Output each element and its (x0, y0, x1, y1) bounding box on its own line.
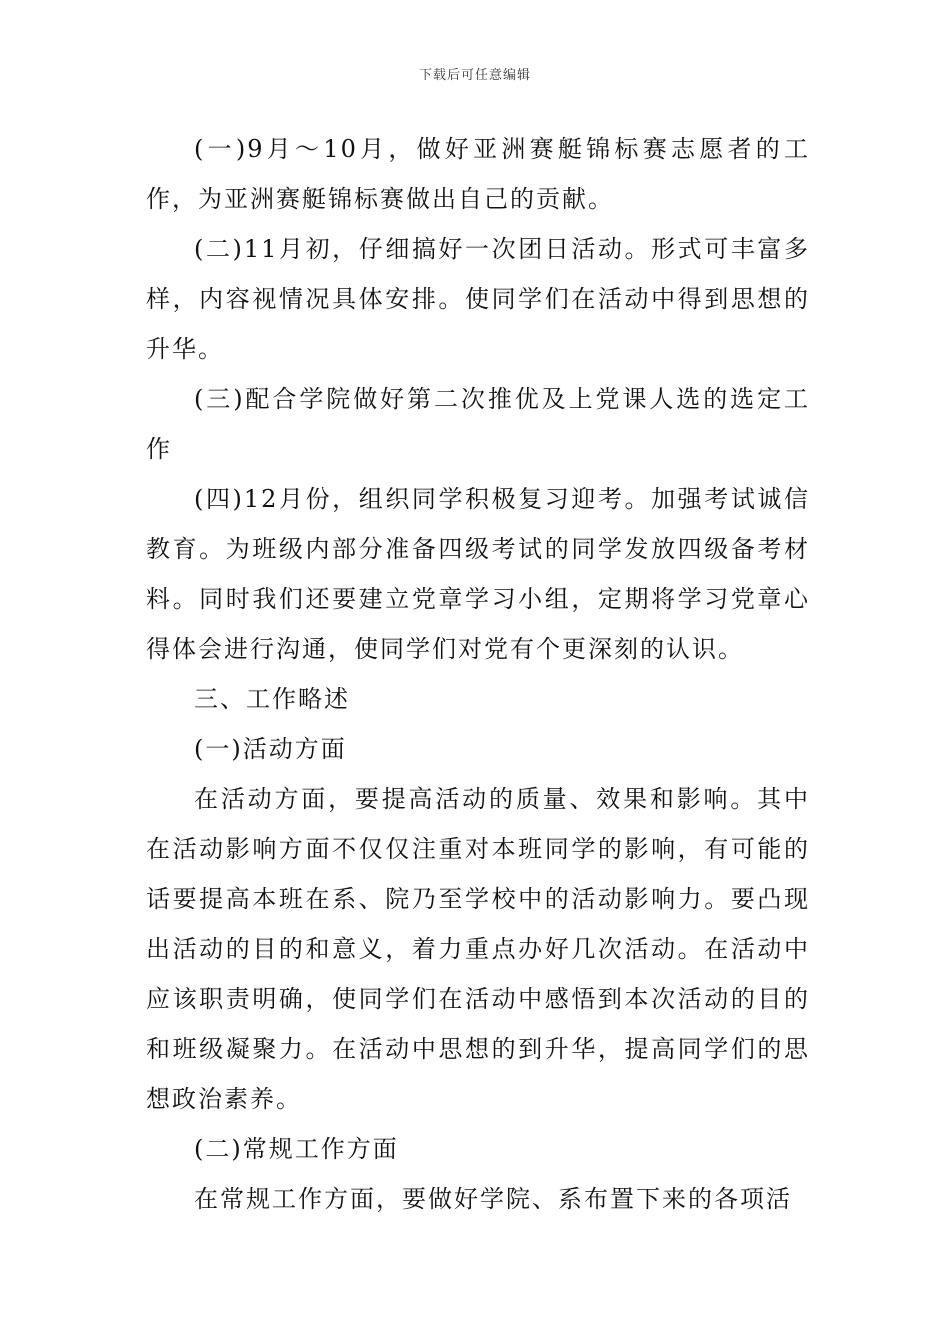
page-header: 下载后可任意编辑 (418, 68, 531, 83)
paragraph-activities: 在活动方面，要提高活动的质量、效果和影响。其中在活动影响方面不仅仅注重对本班同学的影响，有可能的话要提高本班在系、院乃至学校中的活动影响力。要凸现出活动的目的和意义，着力重点办好几次活动。在活动中应该职责明确，使同学们在活动中感悟到本次活动的目的和班级凝聚力。在活动中思想的到升华，提高同学们的思想政治素养。 (146, 785, 810, 1113)
subsection-heading-routine-work: (二)常规工作方面 (194, 1135, 399, 1163)
paragraph-routine-work: 在常规工作方面，要做好学院、系布置下来的各项活 (194, 1185, 792, 1213)
section-heading-work-overview: 三、工作略述 (194, 685, 350, 713)
paragraph-schedule-sep-oct: (一)9月～10月，做好亚洲赛艇锦标赛志愿者的工作，为亚洲赛艇锦标赛做出自己的贡献。 (146, 135, 810, 213)
document-body (146, 124, 810, 1224)
paragraph-party-selection: (三)配合学院做好第二次推优及上党课人选的选定工作 (146, 385, 810, 463)
subsection-heading-activities: (一)活动方面 (194, 735, 347, 763)
paragraph-schedule-dec: (四)12月份，组织同学积极复习迎考。加强考试诚信教育。为班级内部分准备四级考试的同学发放四级备考材料。同时我们还要建立党章学习小组，定期将学习党章心得体会进行沟通，使同学们对党有个更深刻的认识。 (146, 485, 810, 663)
paragraph-schedule-nov: (二)11月初，仔细搞好一次团日活动。形式可丰富多样，内容视情况具体安排。使同学们在活动中得到思想的升华。 (146, 235, 810, 363)
